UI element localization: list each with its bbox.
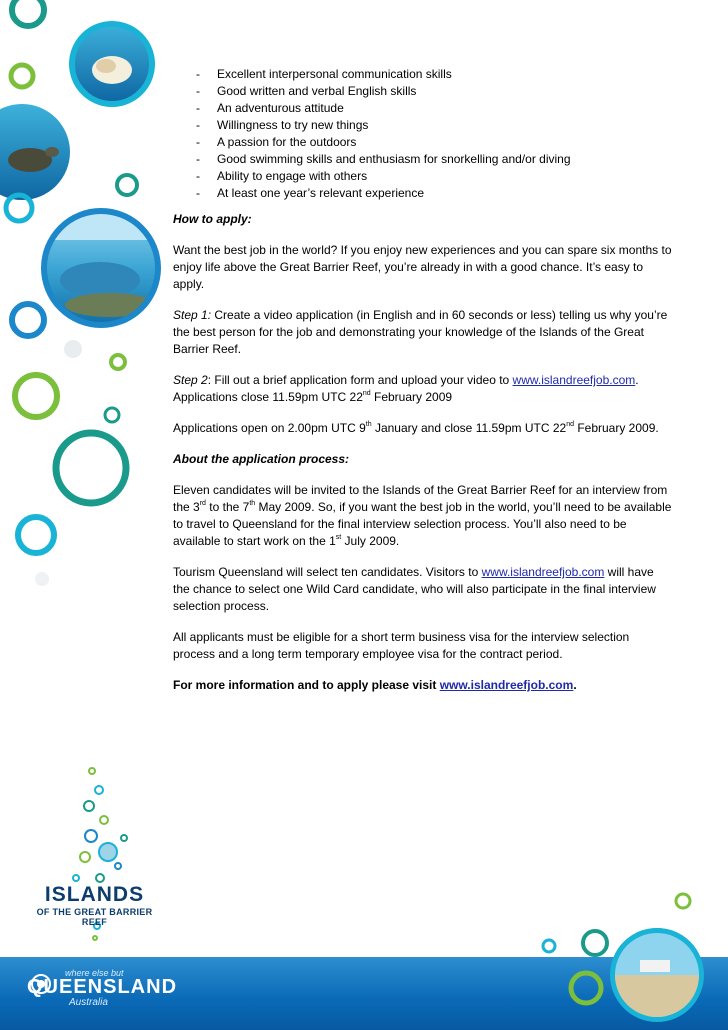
- process-paragraph-1: Eleven candidates will be invited to the Islands of the Great Barrier Reef for an interview from the 3rd to the 7th May 2009. So, if you want the best job in the world, you’ll need to be available to travel to Queensland for the final interview selection process. You’ll also need to be available to start work on the 1st July 2009.: [173, 483, 672, 548]
- process-heading: About the application process:: [173, 452, 350, 466]
- applications-open-paragraph: Applications open on 2.00pm UTC 9th January and close 11.59pm UTC 22nd February 2009.: [173, 421, 659, 435]
- queensland-country: Australia: [69, 997, 108, 1008]
- more-info-paragraph: For more information and to apply please visit www.islandreefjob.com.: [173, 678, 577, 692]
- list-item: - Good swimming skills and enthusiasm for snorkelling and/or diving: [196, 152, 571, 166]
- islandreefjob-link[interactable]: www.islandreefjob.com: [481, 565, 605, 579]
- islands-logo-title: ISLANDS: [44, 883, 145, 906]
- list-item: - Ability to engage with others: [196, 169, 368, 183]
- queensland-logo: [27, 968, 177, 1008]
- queensland-name: QUEENSLAND: [27, 976, 178, 998]
- list-item: - Willingness to try new things: [196, 118, 369, 132]
- how-to-apply-heading: How to apply:: [173, 212, 252, 226]
- list-item: - Excellent interpersonal communication skills: [196, 67, 452, 81]
- process-paragraph-2: Tourism Queensland will select ten candidates. Visitors to www.islandreefjob.com will have the chance to select one Wild Card candidate, who will also participate in the final interview selection process.: [173, 565, 656, 613]
- step-2-label: Step 2: [173, 373, 208, 387]
- intro-paragraph: Want the best job in the world? If you enjoy new experiences and you can spare six months to enjoy life above the Great Barrier Reef, you’re already in with a good chance. It’s easy to apply.: [173, 243, 672, 291]
- process-paragraph-3: All applicants must be eligible for a short term business visa for the interview selection process and a long term temporary employee visa for the contract period.: [173, 630, 630, 661]
- islands-logo-subtitle: OF THE GREAT BARRIER REEF: [36, 907, 153, 927]
- step-1-paragraph: Step 1: Create a video application (in English and in 60 seconds or less) telling us why you’re the best person for the job and demonstrating your knowledge of the Islands of the Great Barrier Reef.: [173, 308, 668, 356]
- step-1-label: Step 1:: [173, 308, 212, 322]
- step-2-paragraph: Step 2: Fill out a brief application form and upload your video to www.islandreefjob.com. Applications close 11.59pm UTC 22nd February 2009: [173, 373, 639, 404]
- islandreefjob-link[interactable]: www.islandreefjob.com: [512, 373, 636, 387]
- list-item: - Good written and verbal English skills: [196, 84, 417, 98]
- islandreefjob-link[interactable]: www.islandreefjob.com: [439, 678, 574, 692]
- list-item: - An adventurous attitude: [196, 101, 344, 115]
- queensland-tagline: where else but: [65, 968, 124, 978]
- list-item: - At least one year’s relevant experience: [196, 186, 425, 200]
- list-item: - A passion for the outdoors: [196, 135, 357, 149]
